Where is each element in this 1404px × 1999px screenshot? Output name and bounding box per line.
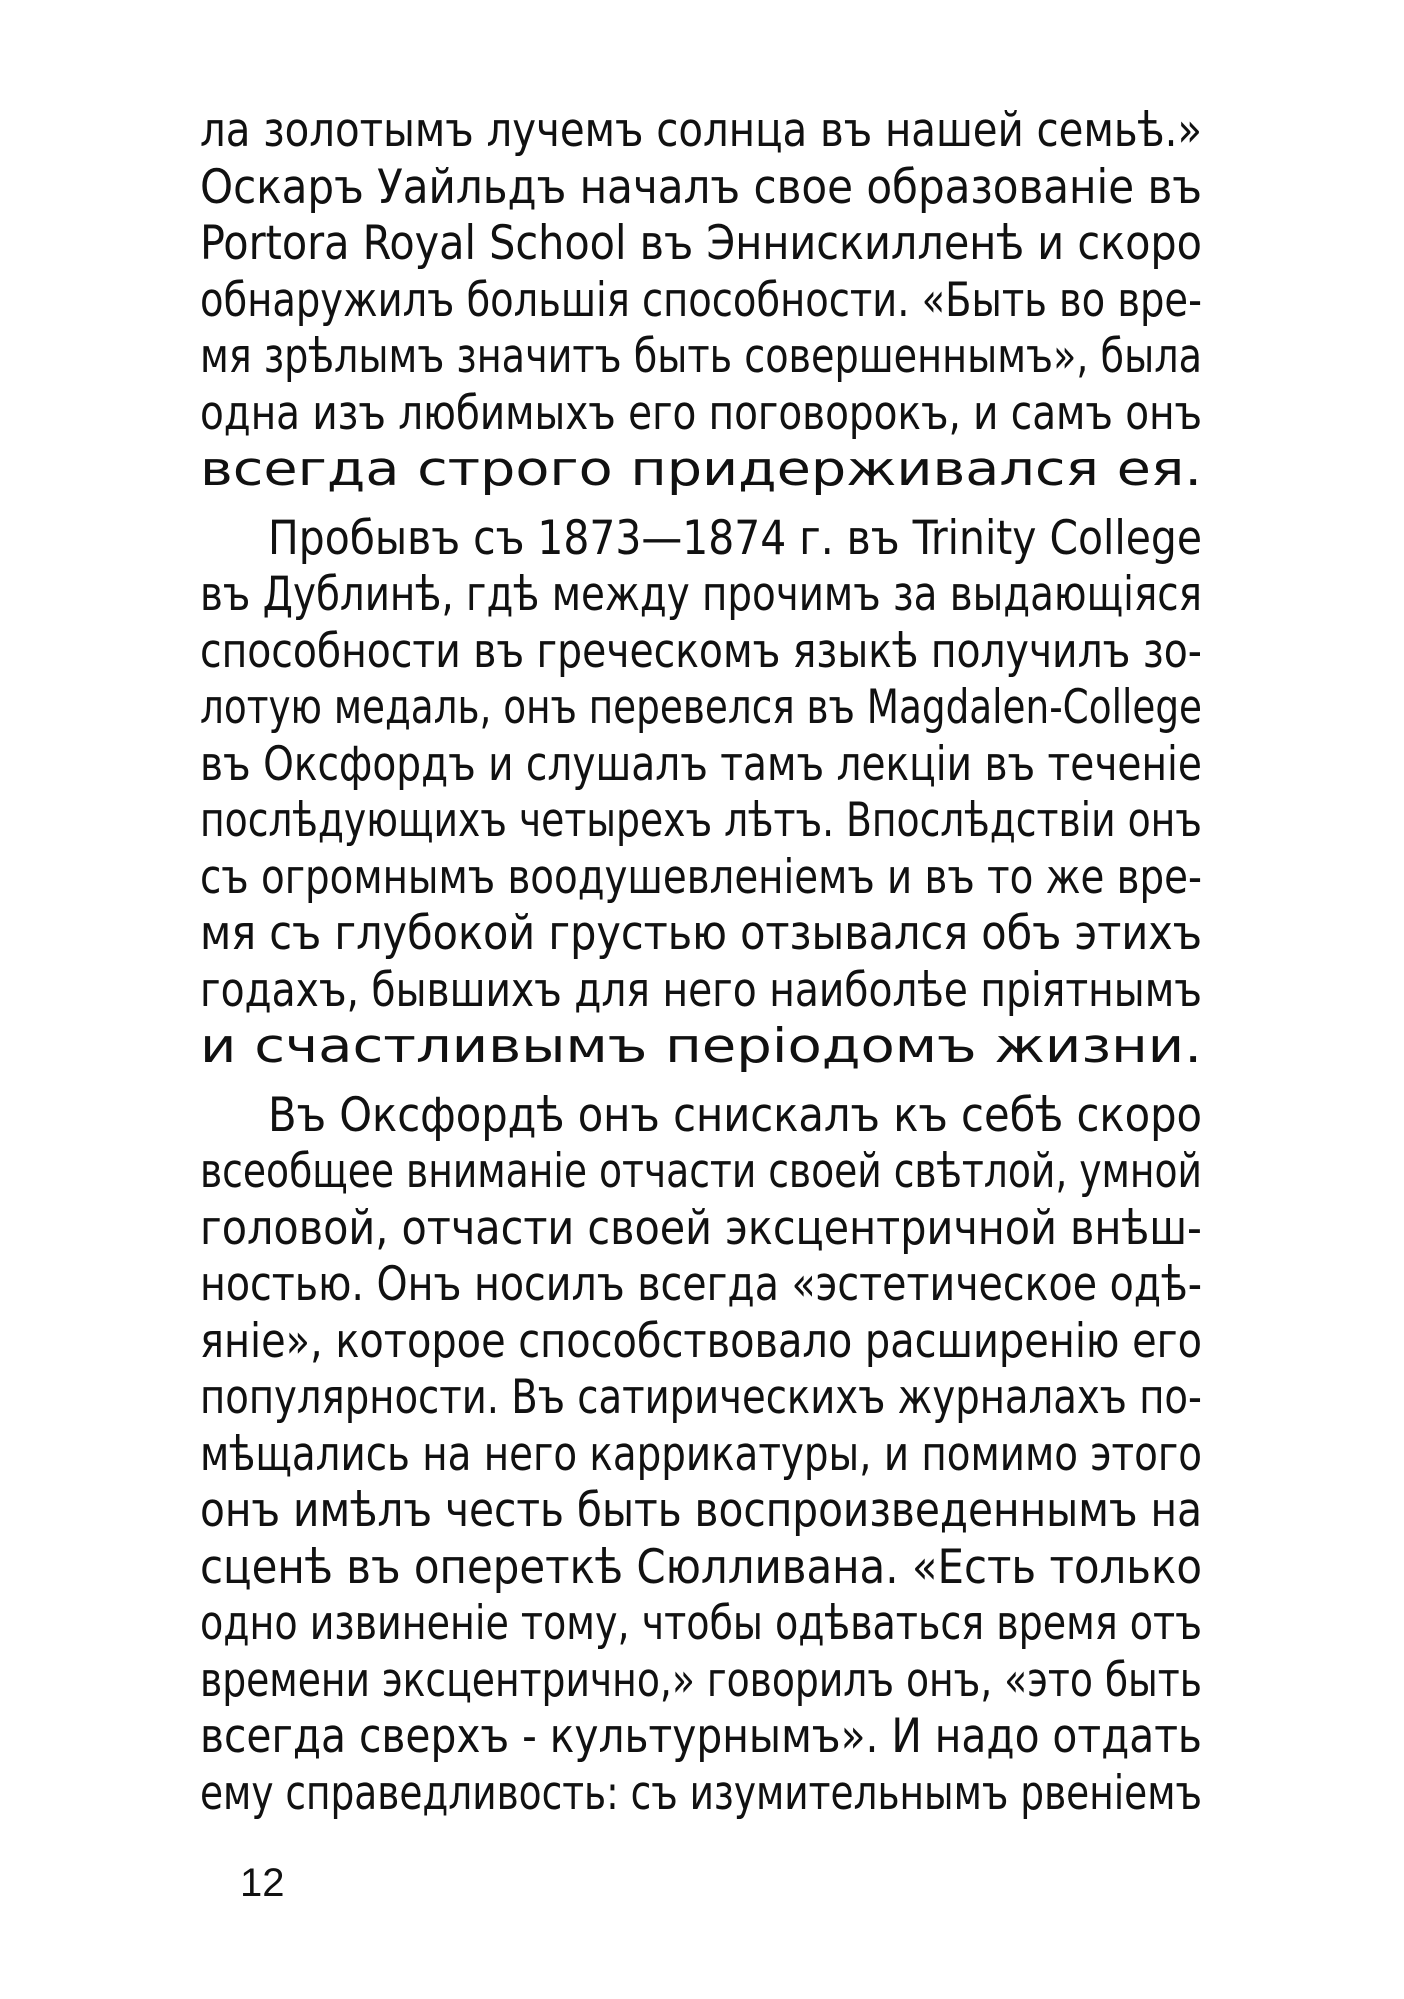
- text-line: обнаружилъ большія способности. «Быть во вре-: [200, 272, 1202, 328]
- text-line: головой, отчасти своей эксцентричной внѣш-: [200, 1200, 1202, 1256]
- text-line: лотую медаль, онъ перевелся въ Magdalen-College: [200, 680, 1203, 735]
- paragraph-gap: [200, 1076, 1202, 1088]
- text-line: одна изъ любимыхъ его поговорокъ, и самъ онъ: [200, 385, 1203, 441]
- body-text: [200, 103, 1202, 1822]
- paragraph-gap: [200, 499, 1202, 511]
- page-number: 12: [240, 1861, 285, 1905]
- text-line: яніе», которое способствовало расширенію его: [200, 1313, 1202, 1369]
- text-line: мя съ глубокой грустью отзывался объ этихъ: [200, 906, 1202, 961]
- text-line: въ Дублинѣ, гдѣ между прочимъ за выдающіяся: [200, 567, 1202, 622]
- text-line: Portora Royal School въ Эннискилленѣ и скоро: [200, 216, 1202, 271]
- text-line: Пробывъ съ 1873—1874 г. въ Trinity College: [268, 510, 1202, 566]
- text-line: ностью. Онъ носилъ всегда «эстетическое одѣ-: [200, 1257, 1202, 1312]
- text-line: съ огромнымъ воодушевленіемъ и въ то же вре-: [200, 849, 1202, 905]
- text-line: сценѣ въ опереткѣ Сюлливана. «Есть только: [200, 1539, 1202, 1595]
- text-line: всегда сверхъ - культурнымъ». И надо отдать: [200, 1709, 1202, 1764]
- text-line: популярности. Въ сатирическихъ журналахъ по-: [200, 1370, 1202, 1425]
- text-line: Оскаръ Уайльдъ началъ свое образованіе въ: [200, 159, 1202, 215]
- text-line: способности въ греческомъ языкѣ получилъ зо-: [200, 623, 1202, 679]
- paragraph-2: [200, 511, 1202, 1076]
- text-line: онъ имѣлъ честь быть воспроизведеннымъ на: [200, 1483, 1202, 1538]
- text-line: ла золотымъ лучемъ солнца въ нашей семьѣ.»: [200, 103, 1203, 158]
- text-line: Въ Оксфордѣ онъ снискалъ къ себѣ скоро: [268, 1087, 1203, 1143]
- text-line: послѣдующихъ четырехъ лѣтъ. Впослѣдствіи онъ: [200, 793, 1202, 848]
- text-line: и счастливымъ періодомъ жизни.: [200, 1019, 1203, 1074]
- text-line: мя зрѣлымъ значитъ быть совершеннымъ», была: [200, 329, 1203, 384]
- text-line: всегда строго придерживался ея.: [200, 442, 1203, 497]
- paragraph-1: [200, 103, 1202, 499]
- text-line: времени эксцентрично,» говорилъ онъ, «это быть: [200, 1652, 1202, 1708]
- paragraph-3: [200, 1088, 1202, 1823]
- text-line: одно извиненіе тому, чтобы одѣваться время отъ: [200, 1596, 1203, 1651]
- text-line: годахъ, бывшихъ для него наиболѣе пріятнымъ: [200, 962, 1203, 1018]
- text-line: ему справедливость: съ изумительнымъ рвеніемъ: [200, 1765, 1202, 1821]
- text-line: всеобщее вниманіе отчасти своей свѣтлой, умной: [200, 1144, 1203, 1199]
- text-line: въ Оксфордъ и слушалъ тамъ лекціи въ теченіе: [200, 736, 1202, 792]
- text-line: мѣщались на него каррикатуры, и помимо этого: [200, 1426, 1203, 1482]
